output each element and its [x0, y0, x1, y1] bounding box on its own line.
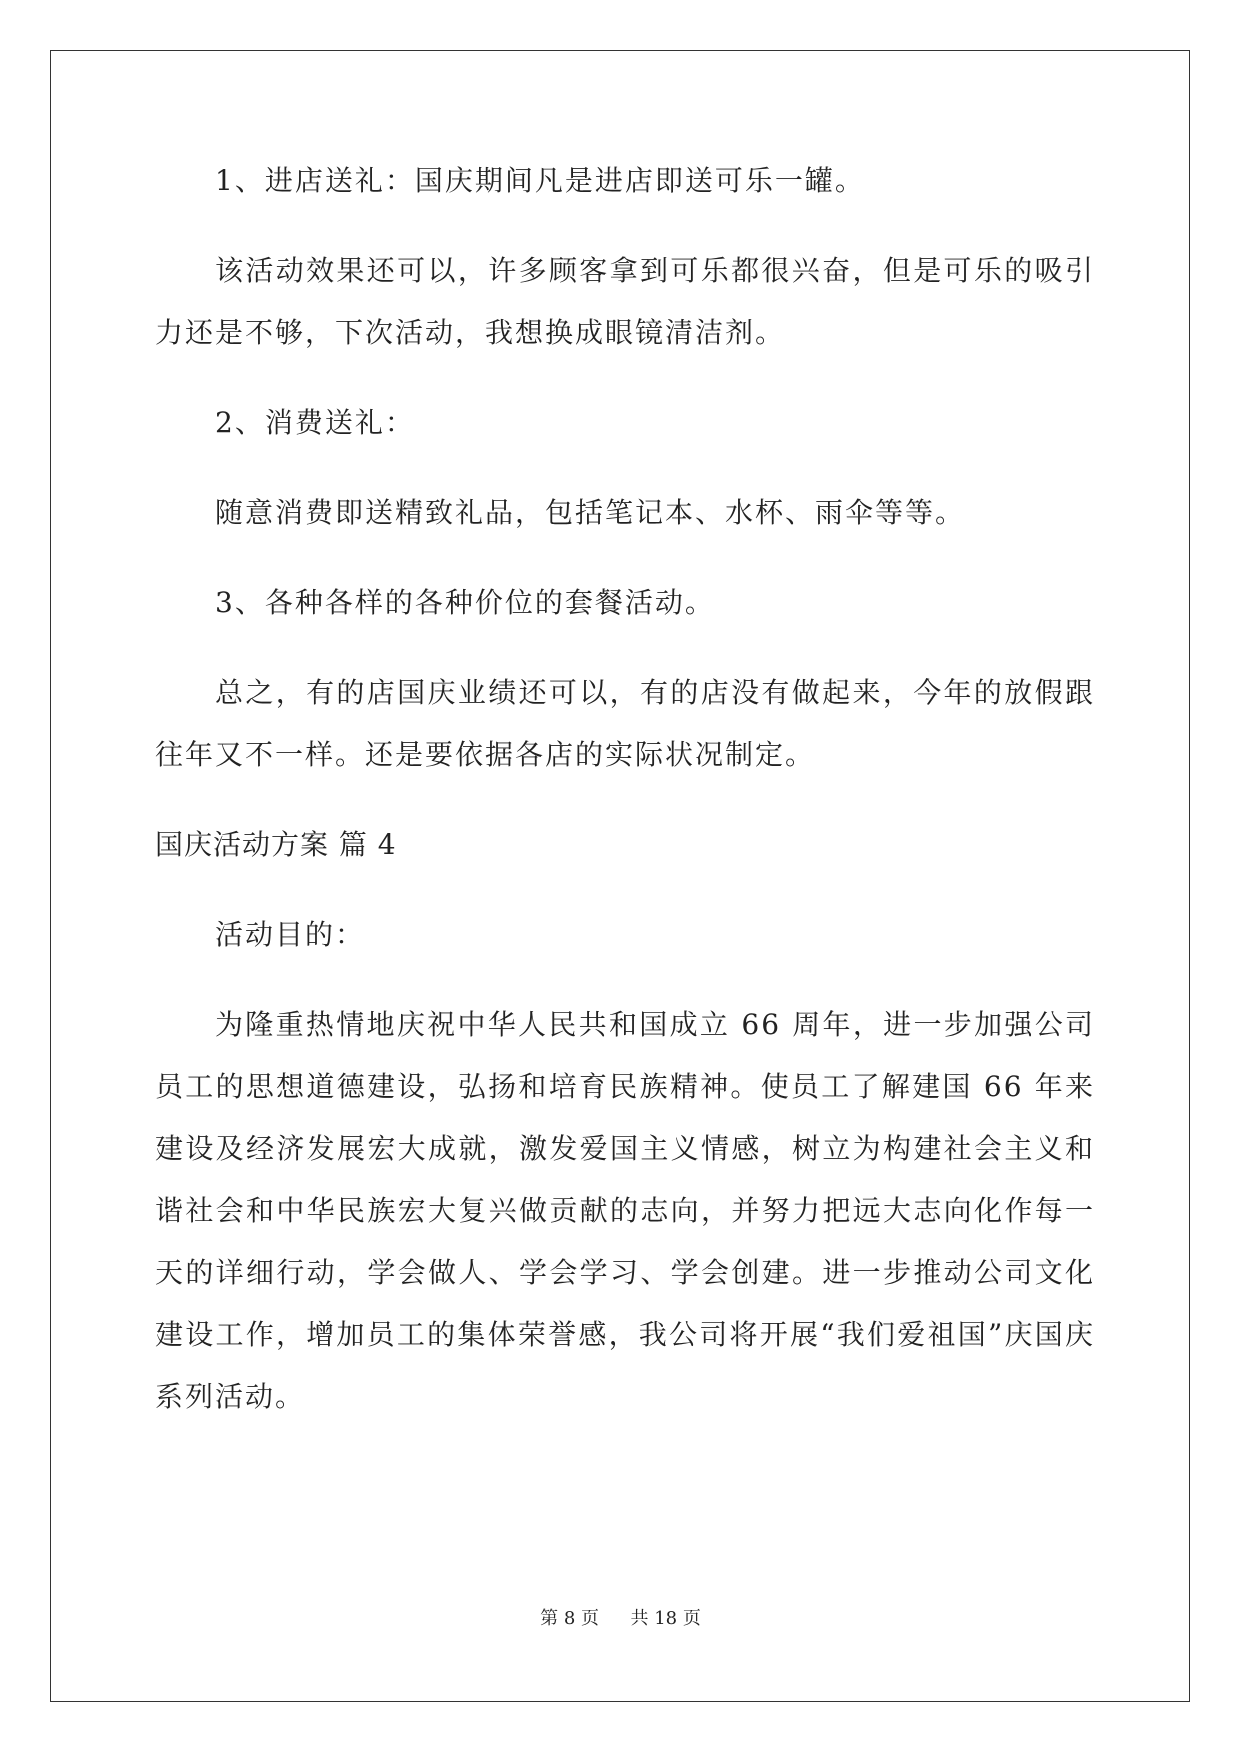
paragraph-consume-gift: 2、消费送礼：: [215, 406, 415, 439]
paragraph-purpose-body: 为隆重热情地庆祝中华人民共和国成立 66 周年，进一步加强公司员工的思想道德建设，弘扬和培育民族精神。使员工了解建国 66 年来建设及经济发展宏大成就，激发爱国主义情感，树立为构建社会主义和谐社会和中华民族宏大复兴做贡献的志向，并努力把远大志向化作每一天的详细行动，学会做人、学会学习、学会创建。进一步推动公司文化建设工作，增加员工的集体荣誉感，我公司将开展“我们爱祖国”庆国庆系列活动。: [155, 1008, 1095, 1413]
page-number: 第 8 页: [540, 1608, 600, 1629]
document-body: [155, 150, 1095, 1456]
paragraph-package-activities: 3、各种各样的各种价位的套餐活动。: [215, 586, 715, 619]
section-heading: 国庆活动方案 篇 4: [155, 828, 397, 861]
paragraph-purpose-label: 活动目的：: [215, 918, 366, 951]
paragraph-gift-effect: 该活动效果还可以，许多顾客拿到可乐都很兴奋，但是可乐的吸引力还是不够，下次活动，我想换成眼镜清洁剂。: [155, 254, 1095, 349]
page-footer: [0, 1604, 1241, 1630]
paragraph-gift-on-entry: 1、进店送礼：国庆期间凡是进店即送可乐一罐。: [215, 164, 865, 197]
paragraph-consume-gift-detail: 随意消费即送精致礼品，包括笔记本、水杯、雨伞等等。: [215, 496, 966, 529]
page-total: 共 18 页: [630, 1608, 701, 1629]
paragraph-summary: 总之，有的店国庆业绩还可以，有的店没有做起来，今年的放假跟往年又不一样。还是要依据各店的实际状况制定。: [155, 676, 1095, 771]
